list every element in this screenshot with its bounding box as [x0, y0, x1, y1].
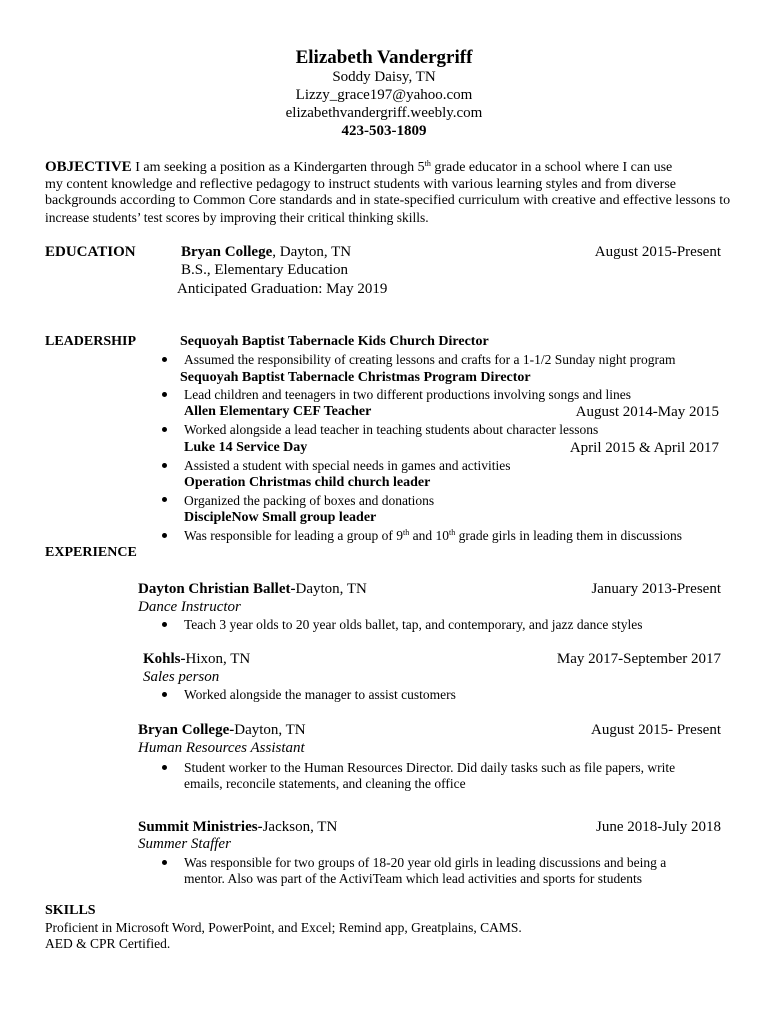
employer-name: Summit Ministries-	[138, 819, 263, 835]
employer-name: Bryan College-	[138, 722, 235, 738]
education-dates: August 2015-Present	[594, 244, 721, 260]
school-name: Bryan College	[181, 244, 273, 260]
job-employer	[138, 582, 367, 597]
leadership-bullet: Lead children and teenagers in two different productions involving songs and lines	[184, 387, 632, 402]
job-role: Summer Staffer	[138, 836, 231, 852]
job-employer	[138, 820, 337, 835]
education-school	[181, 245, 351, 260]
bullet-icon	[162, 463, 167, 468]
job-dates: January 2013-Present	[591, 581, 721, 597]
job-bullet: Student worker to the Human Resources Director. Did daily tasks such as file papers, write	[184, 760, 676, 775]
leadership-dates: April 2015 & April 2017	[569, 440, 719, 456]
objective-line-4: increase students’ test scores by improving their critical thinking skills.	[45, 210, 429, 225]
skills-line: Proficient in Microsoft Word, PowerPoint, and Excel; Remind app, Greatplains, CAMS.	[45, 920, 522, 935]
job-role: Dance Instructor	[138, 599, 241, 615]
school-location: , Dayton, TN	[272, 244, 352, 260]
leadership-bullet: Worked alongside a lead teacher in teaching students about character lessons	[184, 422, 599, 437]
objective-line-2: my content knowledge and reflective pedagogy to instruct students with various learning styles and from diverse	[45, 177, 677, 192]
employer-name: Kohls-	[143, 651, 186, 667]
email: Lizzy_grace197@yahoo.com	[295, 87, 473, 103]
job-employer	[138, 723, 306, 738]
bullet-text: Was responsible for leading a group of 9	[184, 528, 403, 543]
objective-text: grade educator in a school where I can use	[430, 160, 673, 175]
leadership-title: Sequoyah Baptist Tabernacle Christmas Program Director	[180, 370, 531, 385]
leadership-title: Operation Christmas child church leader	[184, 475, 431, 490]
leadership-bullet: Organized the packing of boxes and donations	[184, 493, 435, 508]
education-graduation: Anticipated Graduation: May 2019	[177, 281, 388, 297]
education-heading: EDUCATION	[45, 244, 136, 260]
bullet-icon	[162, 497, 167, 502]
bullet-icon	[162, 692, 167, 697]
job-dates: June 2018-July 2018	[596, 819, 721, 835]
bullet-text: grade girls in leading them in discussions	[455, 528, 683, 543]
superscript: th	[448, 528, 456, 537]
objective-text: I am seeking a position as a Kindergarten through 5	[135, 160, 425, 175]
skills-heading: SKILLS	[45, 903, 96, 918]
job-bullet-continued: emails, reconcile statements, and cleaning the office	[184, 776, 466, 791]
job-bullet: Worked alongside the manager to assist customers	[184, 687, 456, 702]
leadership-title: DiscipleNow Small group leader	[184, 510, 377, 525]
education-degree: B.S., Elementary Education	[181, 262, 349, 278]
bullet-icon	[162, 392, 167, 397]
leadership-heading: LEADERSHIP	[45, 334, 137, 349]
leadership-title: Luke 14 Service Day	[184, 440, 308, 455]
skills-line: AED & CPR Certified.	[45, 936, 171, 951]
bullet-icon	[162, 533, 167, 538]
employer-name: Dayton Christian Ballet-	[138, 581, 296, 597]
bullet-icon	[162, 765, 167, 770]
superscript: th	[402, 528, 410, 537]
website: elizabethvandergriff.weebly.com	[285, 105, 483, 121]
job-dates: August 2015- Present	[591, 722, 721, 738]
leadership-bullet: Assumed the responsibility of creating lessons and crafts for a 1-1/2 Sunday night program	[184, 352, 676, 367]
objective-line-3: backgrounds according to Common Core standards and in state-specified curriculum with creative and effective lessons to	[45, 193, 731, 208]
bullet-icon	[162, 860, 167, 865]
job-role: Human Resources Assistant	[138, 740, 305, 756]
experience-heading: EXPERIENCE	[45, 545, 137, 560]
job-dates: May 2017-September 2017	[556, 651, 721, 667]
job-employer	[143, 652, 250, 667]
leadership-bullet	[184, 529, 682, 543]
job-bullet: Teach 3 year olds to 20 year olds ballet, tap, and contemporary, and jazz dance styles	[184, 617, 643, 632]
leadership-title: Allen Elementary CEF Teacher	[184, 404, 372, 419]
objective-line-1	[45, 160, 672, 175]
employer-location: Jackson, TN	[262, 819, 338, 835]
job-role: Sales person	[143, 669, 220, 685]
location: Soddy Daisy, TN	[332, 69, 436, 85]
employer-location: Hixon, TN	[185, 651, 251, 667]
bullet-icon	[162, 622, 167, 627]
leadership-bullet: Assisted a student with special needs in games and activities	[184, 458, 511, 473]
job-bullet: Was responsible for two groups of 18-20 year old girls in leading discussions and being a	[184, 855, 667, 870]
employer-location: Dayton, TN	[295, 581, 367, 597]
bullet-icon	[162, 427, 167, 432]
employer-location: Dayton, TN	[234, 722, 306, 738]
bullet-icon	[162, 357, 167, 362]
objective-heading: OBJECTIVE	[45, 159, 132, 175]
bullet-text: and 10	[409, 528, 449, 543]
leadership-title: Sequoyah Baptist Tabernacle Kids Church Director	[180, 334, 489, 349]
job-bullet-continued: mentor. Also was part of the ActiviTeam which lead activities and sports for students	[184, 871, 642, 886]
superscript: th	[424, 159, 431, 168]
phone: 423-503-1809	[341, 123, 427, 139]
resume-name: Elizabeth Vandergriff	[295, 47, 473, 68]
leadership-dates: August 2014-May 2015	[575, 404, 719, 420]
